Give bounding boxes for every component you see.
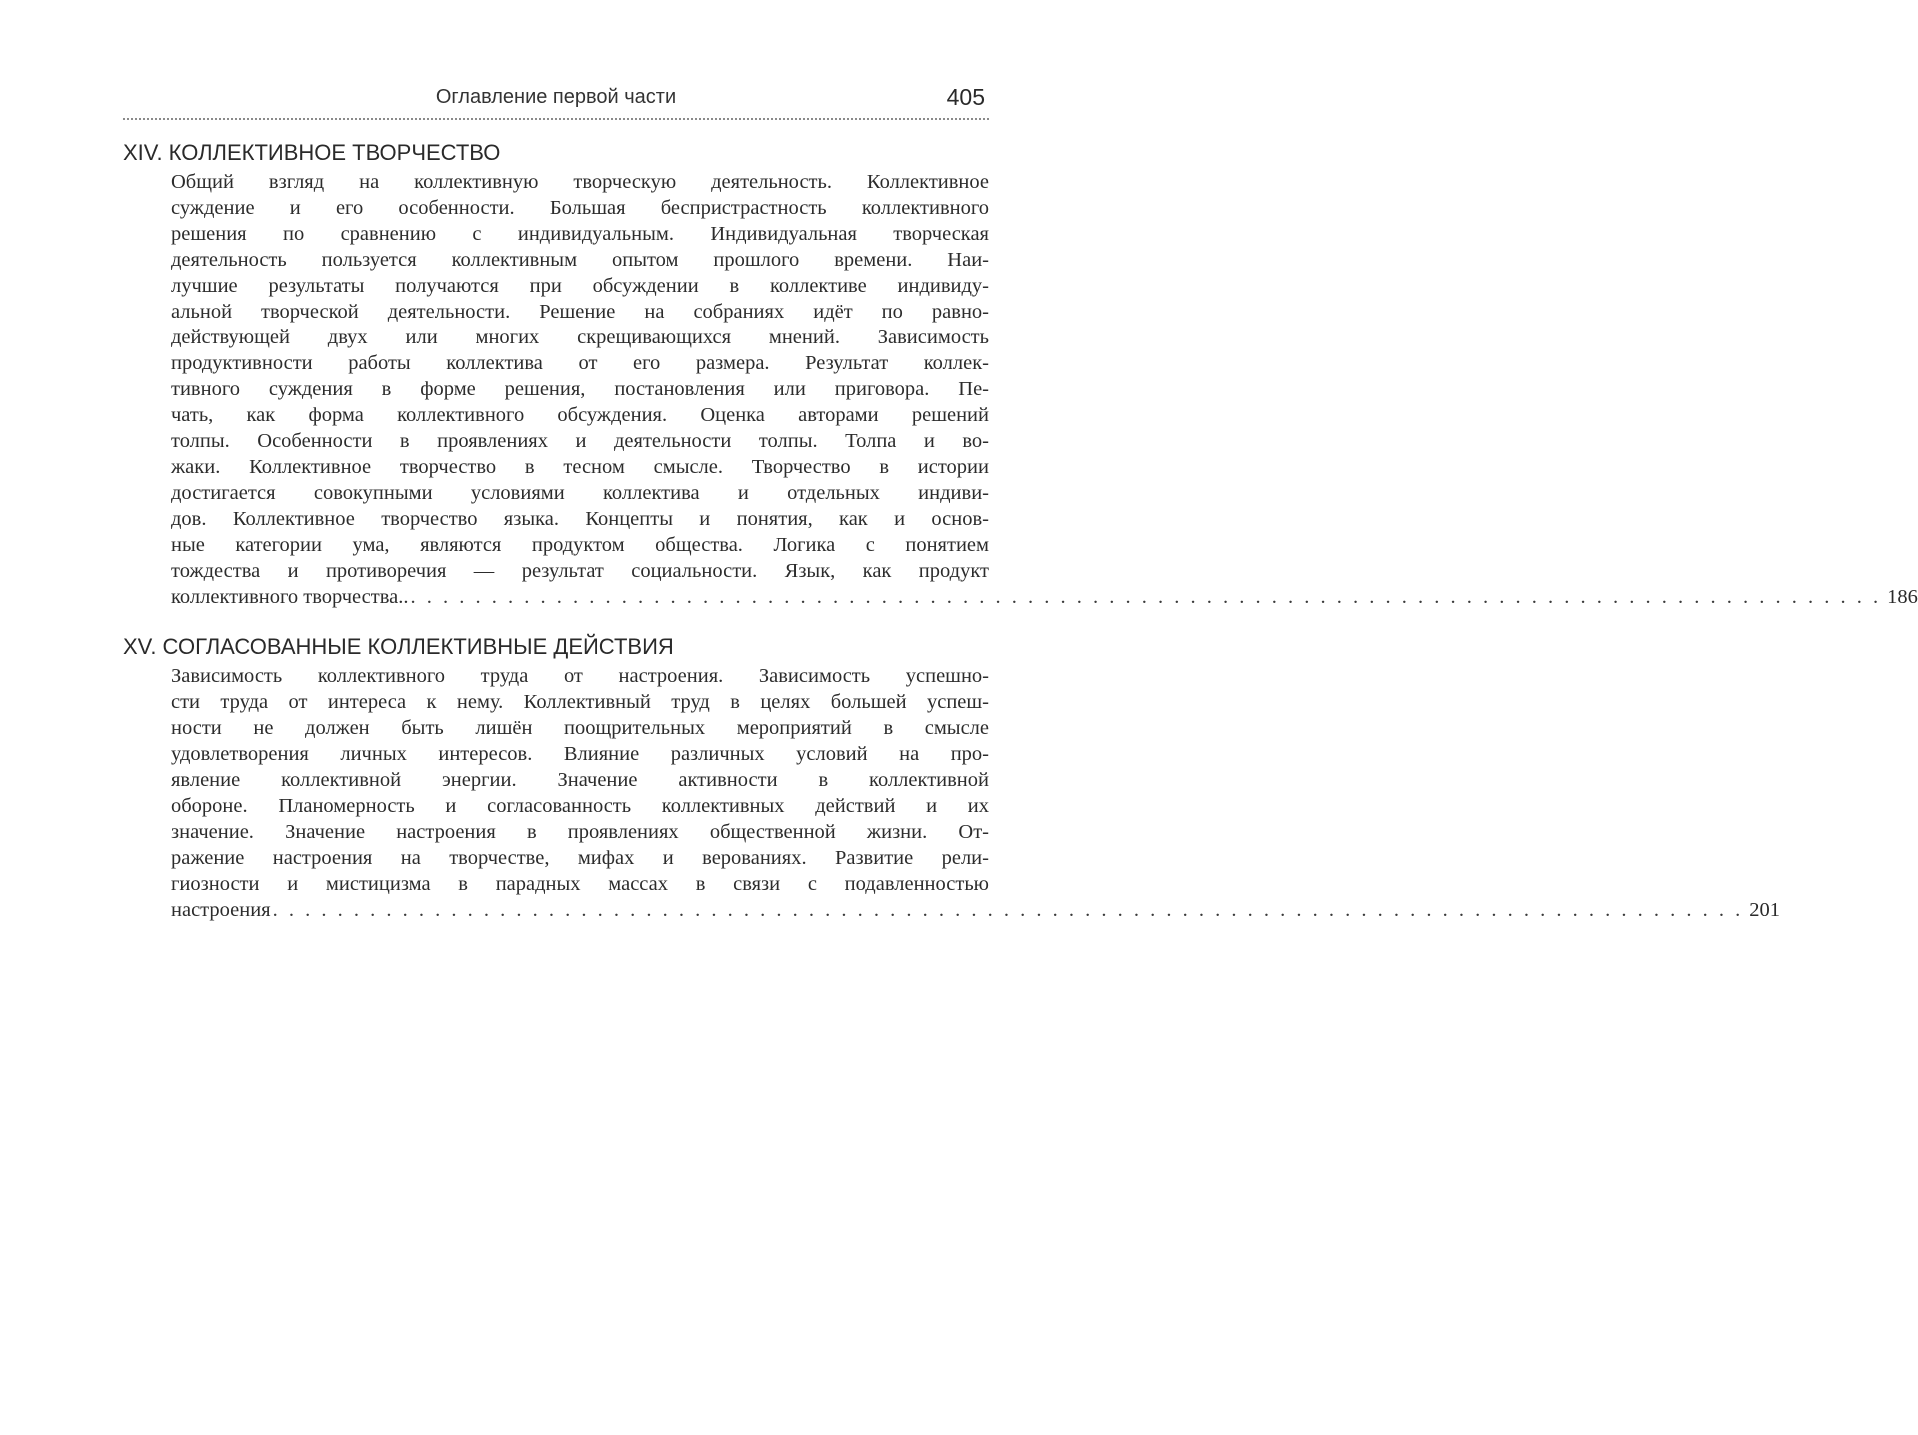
running-title: Оглавление первой части [435, 86, 677, 108]
description-line: решения по сравнению с индивидуальным. Индивидуальная творческая [171, 222, 989, 245]
table-of-contents [123, 136, 1918, 943]
description-line: обороне. Планомерность и согласованность коллективных действий и их [171, 794, 989, 817]
description-line: толпы. Особенности в проявлениях и деятельности толпы. Толпа и во- [171, 430, 989, 453]
description-line: сти труда от интереса к нему. Коллективный труд в целях большей успеш- [171, 691, 989, 714]
toc-page-number: 186 [1887, 585, 1918, 608]
description-line: тивного суждения в форме решения, постановления или приговора. Пе- [171, 378, 989, 401]
page-number: 405 [946, 84, 985, 110]
section-heading: XIV. КОЛЛЕКТИВНОЕ ТВОРЧЕСТВО [123, 140, 501, 165]
description-line: продуктивности работы коллектива от его размера. Результат коллек- [171, 352, 989, 375]
toc-entry-final-line [171, 585, 1918, 611]
section-description [123, 664, 1780, 923]
description-line: достигается совокупными условиями коллектива и отдельных индиви- [171, 481, 989, 504]
description-line: альной творческой деятельности. Решение на собраниях идёт по равно- [171, 300, 989, 323]
description-line: ные категории ума, являются продуктом общества. Логика с понятием [171, 533, 989, 556]
description-line: гиозности и мистицизма в парадных массах в связи с подавленностью [171, 872, 989, 895]
toc-section-xv [123, 630, 1780, 923]
description-line: жаки. Коллективное творчество в тесном смысле. Творчество в истории [171, 455, 989, 478]
description-line: дов. Коллективное творчество языка. Концепты и понятия, как и основ- [171, 507, 989, 530]
description-line: лучшие результаты получаются при обсуждении в коллективе индивиду- [171, 274, 989, 297]
toc-section-xiv [123, 136, 1918, 610]
toc-page-number: 201 [1749, 898, 1780, 921]
page-header [123, 84, 989, 116]
description-line: действующей двух или многих скрещивающихся мнений. Зависимость [171, 326, 989, 349]
dot-leader: . . . . . . . . . . . . . . . . . . . . . . . . . . . . . . . . . . . . . . . . . . . . . . . . . . . . . . . . . . . . . . . . . . . . . . . . . . . . . . . . . . . . . . . . . . . [272, 898, 1744, 921]
description-line: значение. Значение настроения в проявлениях общественной жизни. От- [171, 820, 989, 843]
description-line: деятельность пользуется коллективным опытом прошлого времени. Наи- [171, 248, 989, 271]
description-line: суждение и его особенности. Большая беспристрастность коллективного [171, 196, 989, 219]
toc-entry-final-line [171, 898, 1780, 924]
description-line: Зависимость коллективного труда от настроения. Зависимость успешно- [171, 665, 989, 688]
description-line: ражение настроения на творчестве, мифах и верованиях. Развитие рели- [171, 846, 989, 869]
description-line: чать, как форма коллективного обсуждения. Оценка авторами решений [171, 404, 989, 427]
description-line: удовлетворения личных интересов. Влияние различных условий на про- [171, 743, 989, 766]
description-line: ности не должен быть лишён поощрительных мероприятий в смысле [171, 717, 989, 740]
header-divider [123, 118, 989, 120]
dot-leader: . . . . . . . . . . . . . . . . . . . . . . . . . . . . . . . . . . . . . . . . . . . . . . . . . . . . . . . . . . . . . . . . . . . . . . . . . . . . . . . . . . . . . . . . . . . [410, 585, 1882, 608]
description-line: коллективного творчества.. [171, 585, 409, 608]
description-line: явление коллективной энергии. Значение активности в коллективной [171, 769, 989, 792]
description-line: Общий взгляд на коллективную творческую деятельность. Коллективное [171, 171, 989, 193]
section-description [123, 170, 1918, 610]
section-heading: XV. СОГЛАСОВАННЫЕ КОЛЛЕКТИВНЫЕ ДЕЙСТВИЯ [123, 634, 674, 660]
description-line: тождества и противоречия — результат социальности. Язык, как продукт [171, 559, 989, 582]
description-line: настроения [171, 898, 271, 921]
